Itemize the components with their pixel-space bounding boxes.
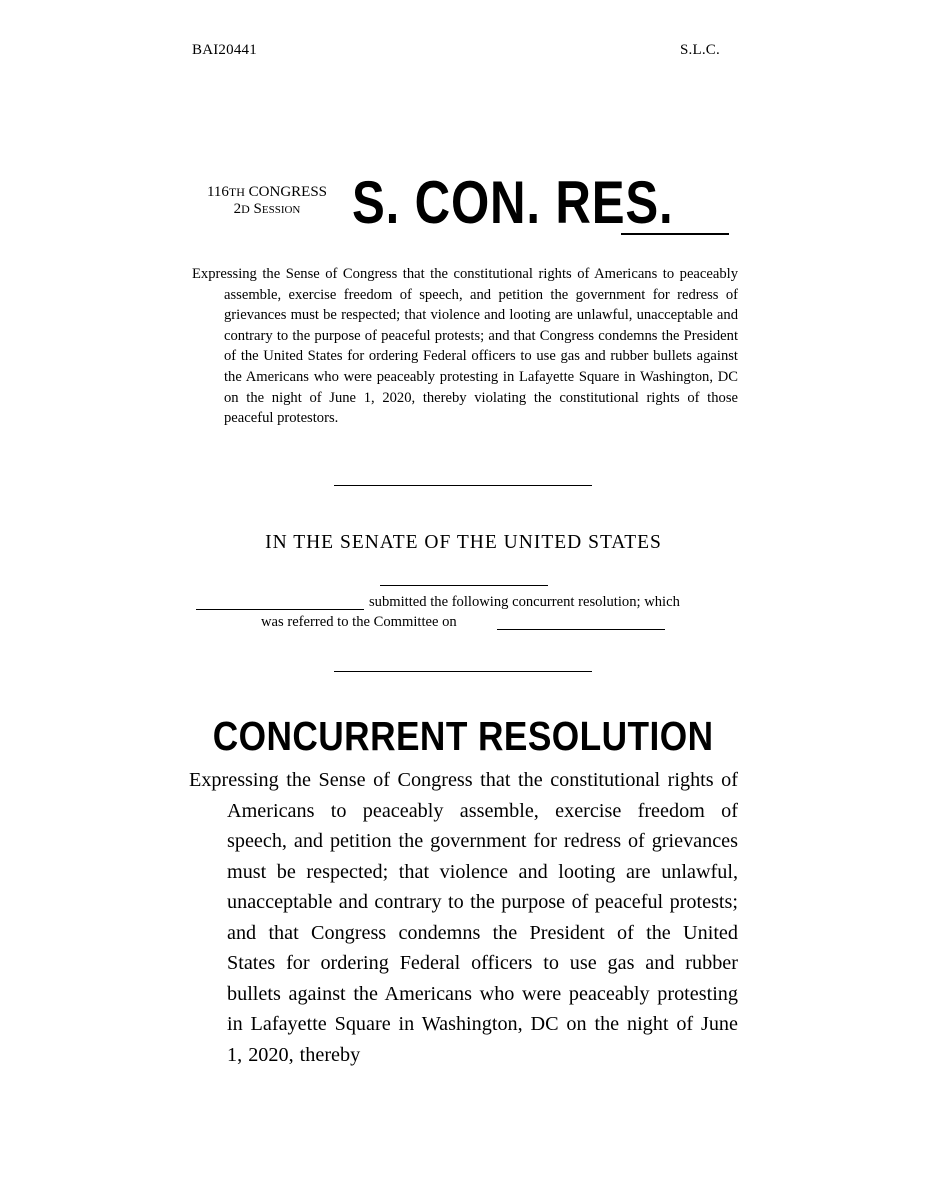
congress-session-block xyxy=(191,184,343,218)
congress-word: CONGRESS xyxy=(244,184,328,200)
resolution-title-text: CONCURRENT RESOLUTION xyxy=(213,713,714,759)
office-code: S.L.C. xyxy=(680,42,720,58)
submitted-action-text: submitted the following concurrent resolution; which xyxy=(369,594,680,610)
session-word: Session xyxy=(249,201,301,217)
resolution-title xyxy=(0,711,927,761)
bill-number-blank-line xyxy=(621,233,729,235)
date-blank-line xyxy=(380,585,548,586)
congress-number: 116 xyxy=(206,184,229,200)
session-line xyxy=(191,201,343,218)
sponsor-blank-line xyxy=(196,609,364,610)
resolution-preamble: Expressing the Sense of Congress that the constitutional rights of Americans to peaceably assemble, exercise freedom of speech, and petition the government for redress of grievances must be respected; that violence and looting are unlawful, unacceptable and contrary to the purpose of peaceful protests; and that Congress condemns the President of the United States for ordering Federal officers to use gas and rubber bullets against the Americans who were peaceably protesting in Lafayette Square in Washington, DC on the night of June 1, 2020, thereby xyxy=(189,769,738,1066)
section-divider-top xyxy=(334,485,592,486)
referred-action-text: was referred to the Committee on xyxy=(261,614,457,630)
section-divider-bottom xyxy=(334,671,592,672)
committee-blank-line xyxy=(497,629,665,630)
session-number: 2 xyxy=(233,201,242,217)
chamber-heading: IN THE SENATE OF THE UNITED STATES xyxy=(265,532,662,553)
bill-type-heading: S. CON. RES. xyxy=(352,169,674,236)
document-id: BAI20441 xyxy=(192,42,257,58)
session-number-suffix: D xyxy=(241,202,250,216)
official-title-summary: Expressing the Sense of Congress that the constitutional rights of Americans to peaceably assemble, exercise freedom of speech, and petition the government for redress of grievances must be respected; that violence and looting are unlawful, unacceptable and contrary to the purpose of peaceful protests; and that Congress condemns the President of the United States for ordering Federal officers to use gas and rubber bullets against the Americans who were peaceably protesting in Lafayette Square in Washington, DC on the night of June 1, 2020, thereby violating the constitutional rights of those peaceful protestors. xyxy=(192,266,738,427)
congress-number-suffix: TH xyxy=(228,185,245,199)
congress-line xyxy=(191,184,343,201)
